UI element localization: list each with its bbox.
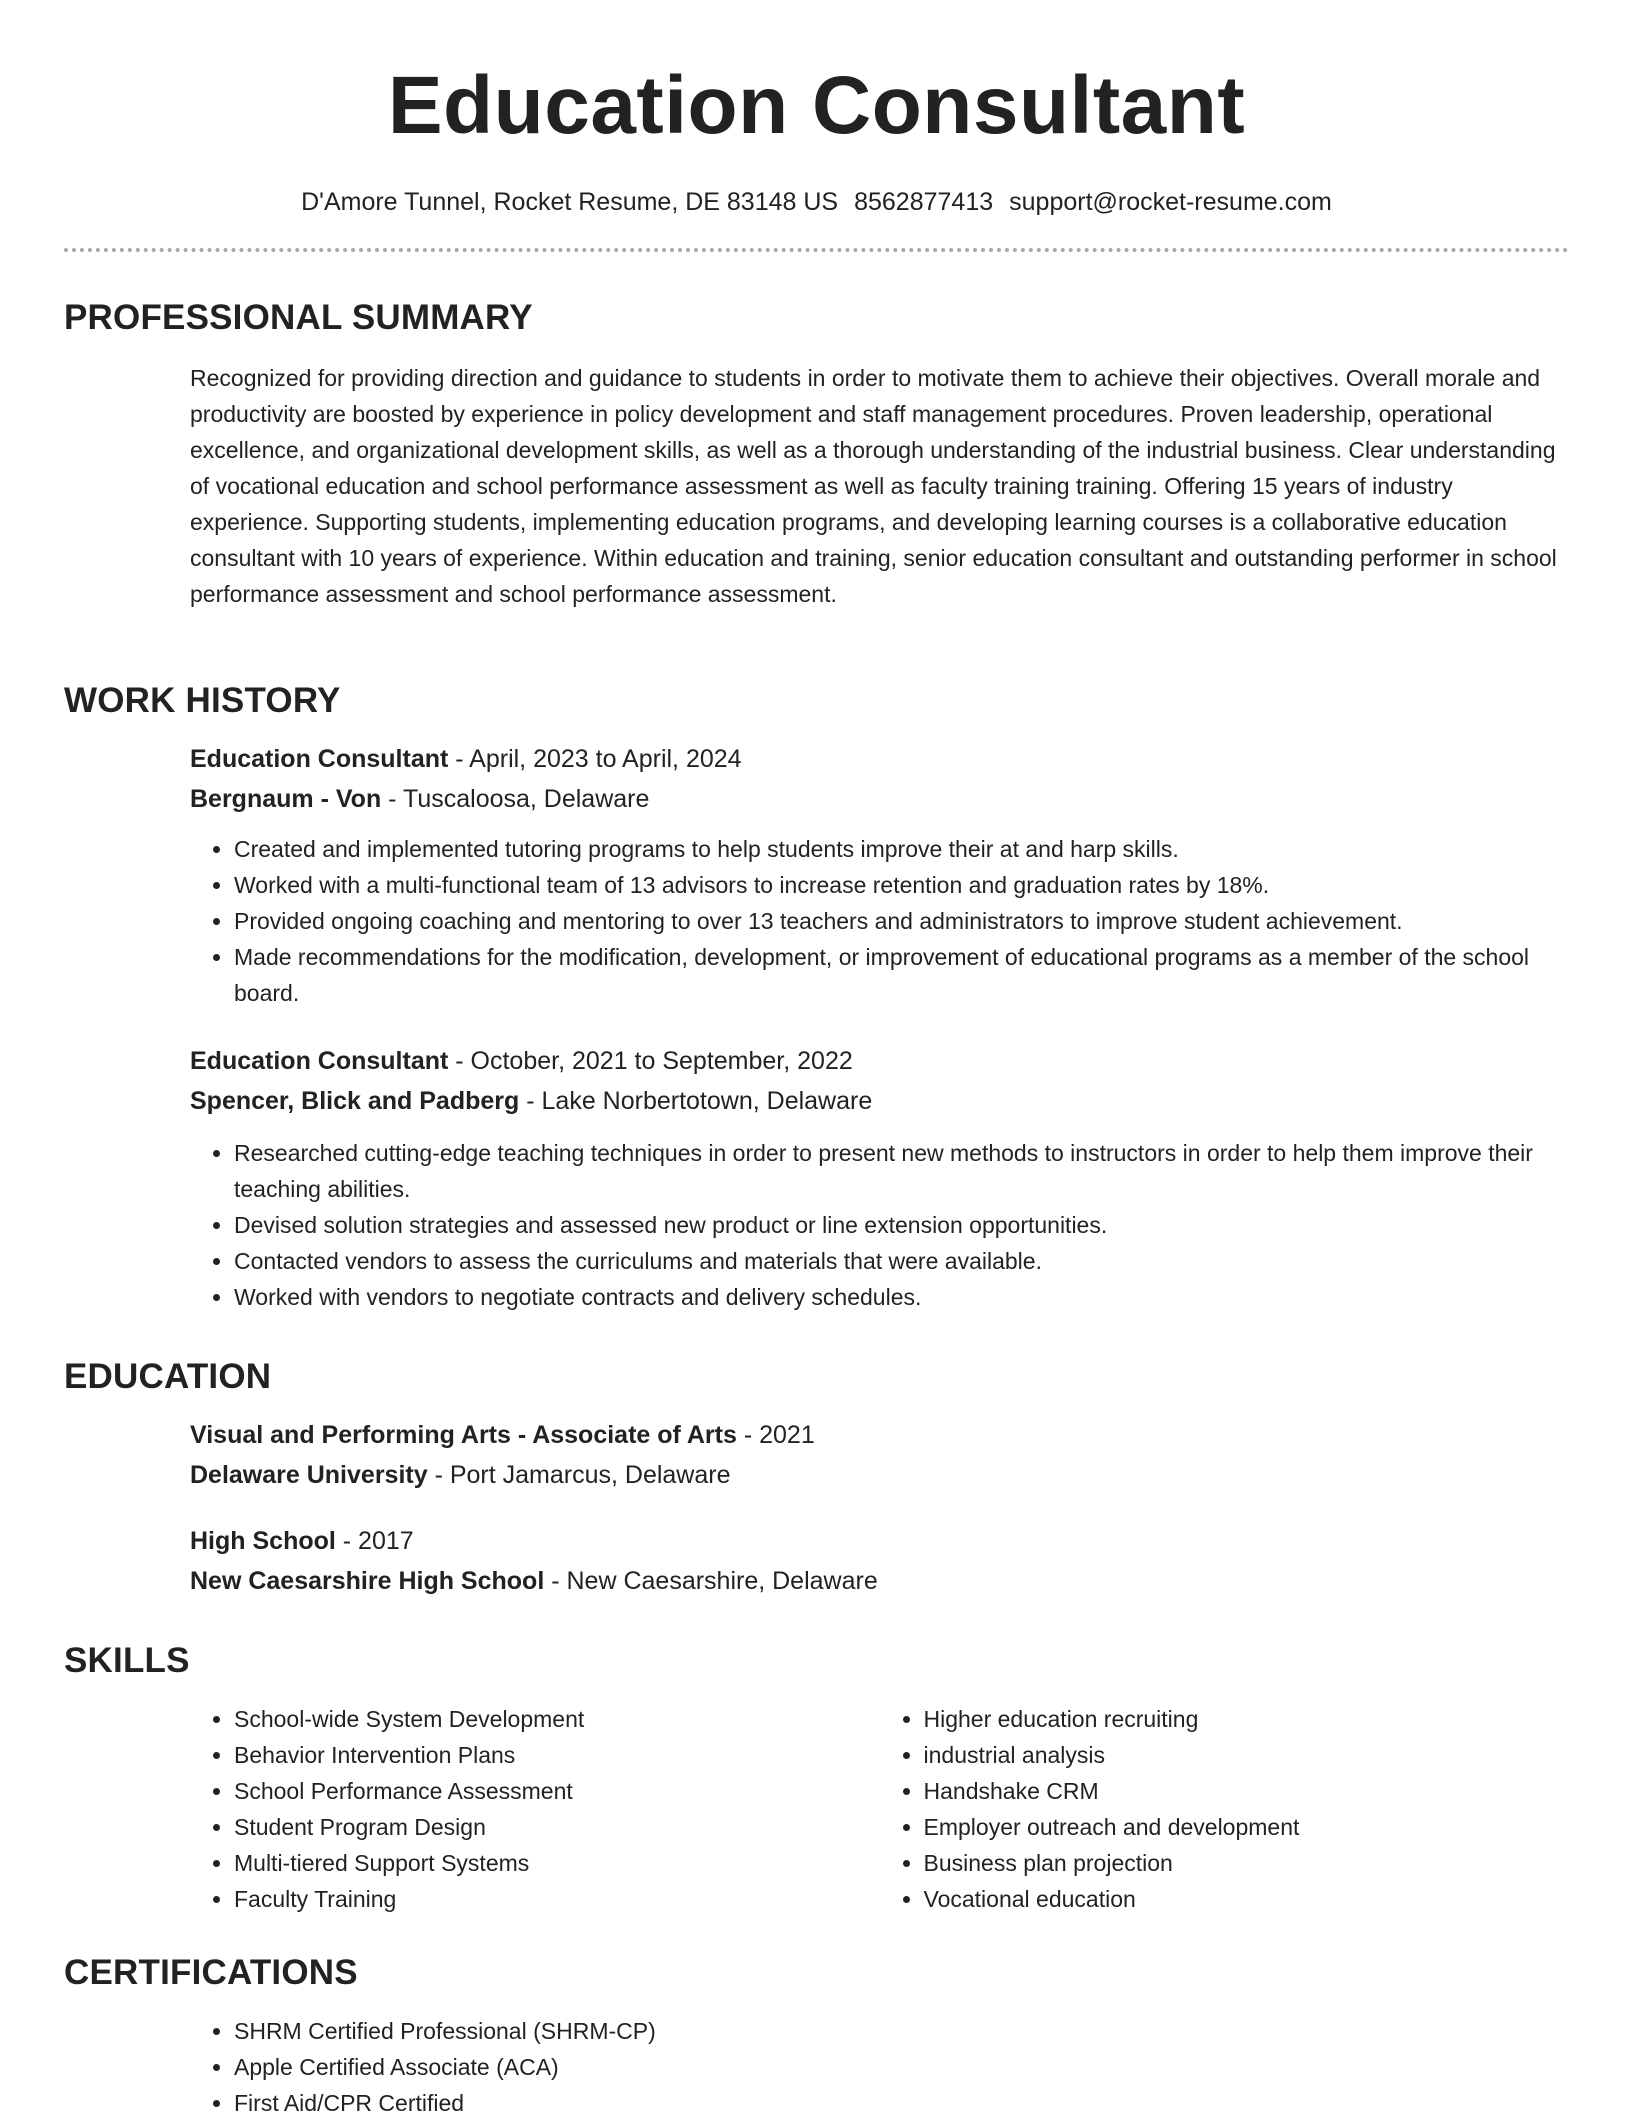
skill-item: • Higher education recruiting <box>924 1701 1570 1737</box>
summary-section <box>64 296 1569 612</box>
degree-line <box>190 1523 1569 1559</box>
job-title: Education Consultant <box>190 1047 449 1075</box>
skill-item: • School Performance Assessment <box>234 1773 880 1809</box>
work-history-heading: WORK HISTORY <box>64 681 341 720</box>
certification-item: • Apple Certified Associate (ACA) <box>234 2049 1569 2085</box>
education-entry <box>190 1417 1569 1493</box>
certifications-heading: CERTIFICATIONS <box>64 1953 358 1992</box>
certifications-section <box>64 1951 1569 2121</box>
degree-year: - 2021 <box>736 1421 815 1449</box>
skill-item: • Behavior Intervention Plans <box>234 1737 880 1773</box>
job-company-line <box>190 781 1569 817</box>
skill-item: • Vocational education <box>924 1881 1570 1917</box>
job-bullets <box>190 831 1569 1011</box>
skill-item: • Business plan projection <box>924 1845 1570 1881</box>
certification-item: • SHRM Certified Professional (SHRM-CP) <box>234 2013 1569 2049</box>
job-location: - Lake Norbertotown, Delaware <box>519 1087 873 1115</box>
school: Delaware University <box>190 1461 428 1489</box>
resume-page <box>64 0 1569 2116</box>
degree-year: - 2017 <box>335 1527 414 1555</box>
job-dates: - October, 2021 to September, 2022 <box>448 1047 853 1075</box>
school-line <box>190 1563 1569 1599</box>
skills-list-right <box>880 1701 1570 1917</box>
school: New Caesarshire High School <box>190 1567 545 1595</box>
job-dates: - April, 2023 to April, 2024 <box>448 745 742 773</box>
skill-item: • Handshake CRM <box>924 1773 1570 1809</box>
work-history-section <box>64 679 1569 1315</box>
skills-heading: SKILLS <box>64 1641 190 1680</box>
skills-list-left <box>190 1701 880 1917</box>
degree: Visual and Performing Arts - Associate of Arts <box>190 1421 737 1449</box>
job-bullet: • Researched cutting-edge teaching techniques in order to present new methods to instructors in order to help them improve their teaching abilities. <box>234 1135 1569 1207</box>
skill-item: • Faculty Training <box>234 1881 880 1917</box>
job-title-line <box>190 741 1569 777</box>
job-entry <box>190 741 1569 1011</box>
summary-heading: PROFESSIONAL SUMMARY <box>64 298 533 337</box>
job-bullets <box>190 1135 1569 1315</box>
job-bullet: • Provided ongoing coaching and mentoring to over 13 teachers and administrators to improve student achievement. <box>234 903 1569 939</box>
skills-columns <box>190 1701 1569 1917</box>
job-company: Spencer, Blick and Padberg <box>190 1087 520 1115</box>
education-section <box>64 1355 1569 1599</box>
job-bullet: • Created and implemented tutoring programs to help students improve their at and harp skills. <box>234 831 1569 867</box>
job-title-line <box>190 1043 1569 1079</box>
skill-item: • School-wide System Development <box>234 1701 880 1737</box>
job-location: - Tuscaloosa, Delaware <box>381 785 650 813</box>
job-bullet: • Contacted vendors to assess the curriculums and materials that were available. <box>234 1243 1569 1279</box>
skill-item: • Multi-tiered Support Systems <box>234 1845 880 1881</box>
skill-item: • industrial analysis <box>924 1737 1570 1773</box>
job-entry <box>190 1043 1569 1315</box>
summary-text: Recognized for providing direction and guidance to students in order to motivate them to achieve their objectives. Overall morale and productivity are boosted by experience in policy development and staff management procedures. Proven leadership, operational excellence, and organizational development skills, as well as a thorough understanding of the industrial business. Clear understanding of vocational education and school performance assessment as well as faculty training training. Offering 15 years of industry experience. Supporting students, implementing education programs, and developing learning courses is a collaborative education consultant with 10 years of experience. Within education and training, senior education consultant and outstanding performer in school performance assessment and school performance assessment. <box>190 365 1557 607</box>
certification-item: • First Aid/CPR Certified <box>234 2085 1569 2121</box>
skills-section <box>64 1639 1569 1917</box>
job-bullet: • Worked with a multi-functional team of 13 advisors to increase retention and graduation rates by 18%. <box>234 867 1569 903</box>
school-location: - New Caesarshire, Delaware <box>544 1567 878 1595</box>
job-bullet: • Made recommendations for the modification, development, or improvement of educational programs as a member of the school board. <box>234 939 1569 1011</box>
contact-line <box>64 186 1569 218</box>
job-company: Bergnaum - Von <box>190 785 382 813</box>
job-title: Education Consultant <box>190 745 449 773</box>
degree: High School <box>190 1527 336 1555</box>
school-location: - Port Jamarcus, Delaware <box>427 1461 731 1489</box>
resume-title: Education Consultant <box>387 60 1246 151</box>
skill-item: • Student Program Design <box>234 1809 880 1845</box>
skill-item: • Employer outreach and development <box>924 1809 1570 1845</box>
contact-email[interactable]: support@rocket-resume.com <box>1009 188 1332 216</box>
certifications-list <box>190 2013 1569 2121</box>
education-entry <box>190 1523 1569 1599</box>
job-bullet: • Devised solution strategies and assessed new product or line extension opportunities. <box>234 1207 1569 1243</box>
education-heading: EDUCATION <box>64 1357 272 1396</box>
school-line <box>190 1457 1569 1493</box>
header-divider <box>64 248 1569 252</box>
contact-address: D'Amore Tunnel, Rocket Resume, DE 83148 US <box>301 188 839 216</box>
job-company-line <box>190 1083 1569 1119</box>
contact-phone: 8562877413 <box>854 188 994 216</box>
job-bullet: • Worked with vendors to negotiate contracts and delivery schedules. <box>234 1279 1569 1315</box>
degree-line <box>190 1417 1569 1453</box>
